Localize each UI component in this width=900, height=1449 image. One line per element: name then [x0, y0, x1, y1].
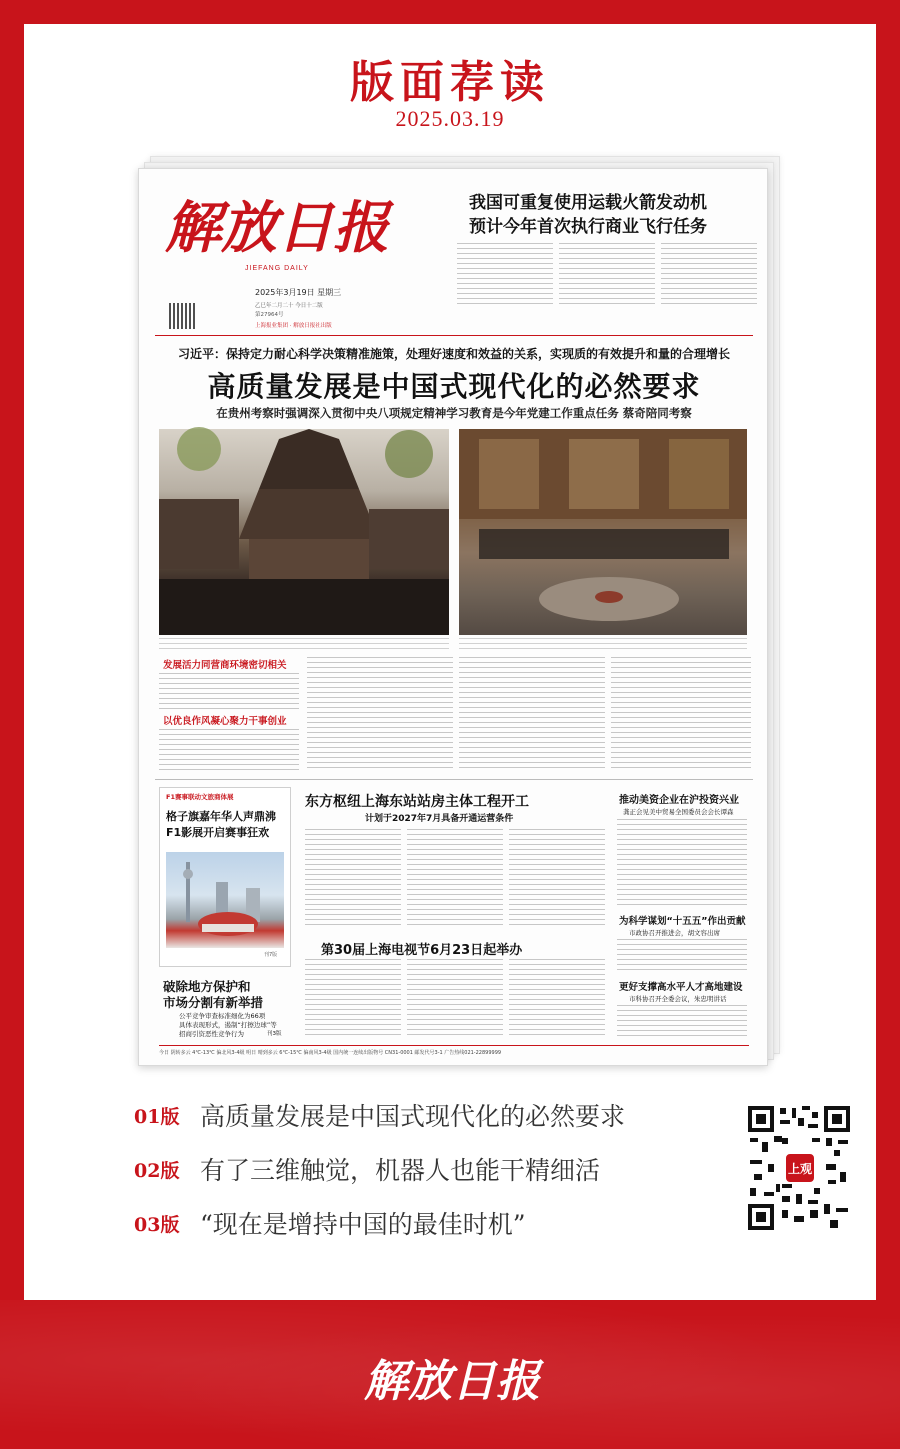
side-label-work-style: 以优良作风凝心聚力干事创业 [163, 716, 287, 727]
lead-photo-left[interactable] [159, 429, 449, 635]
tv-text-col2 [407, 959, 503, 1039]
top-story-text-col2 [559, 243, 655, 305]
lead-photo-right[interactable] [459, 429, 747, 635]
section-divider [155, 779, 753, 780]
protection-sub2: 具体表现形式，遏制“打擦边球”等 [179, 1021, 277, 1029]
publisher-group: 上海报业集团 · 解放日报社出版 [255, 323, 332, 329]
protection-sub1: 公平竞争审查标准细化为66项 [179, 1012, 266, 1020]
lead-photo-left-caption [159, 638, 449, 650]
lead-kicker: 习近平：保持定力耐心科学决策精准施策，处理好速度和效益的关系，实现质的有效提升和量的合理增长 [177, 347, 730, 361]
footer-brand-logo-text: 解放日报 [364, 1356, 540, 1407]
f1-tag: F1赛事联动文旅商体展 [166, 793, 234, 801]
reading-item-01[interactable] [134, 1098, 734, 1132]
reading-item-title: “现在是增持中国的最佳时机” [200, 1210, 526, 1239]
masthead-qr-icon [169, 303, 195, 329]
side-text-2 [159, 729, 299, 773]
station-headline[interactable]: 东方枢纽上海东站站房主体工程开工 [305, 794, 529, 810]
lead-photo-left-illustration [159, 429, 449, 635]
masthead [155, 185, 389, 335]
station-text-col3 [509, 829, 605, 929]
station-text-col2 [407, 829, 503, 929]
invest-headline[interactable]: 推动美资企业在沪投资兴业 [619, 795, 739, 806]
reading-item-title: 高质量发展是中国式现代化的必然要求 [200, 1102, 626, 1131]
newspaper-footer: 今日 阴转多云 4℃-13℃ 偏北风3-4级 明日 晴到多云 6℃-15℃ 偏南风3-4级 国内统一连续出版物号 CN31-0001 邮发代号3-1 广告热线021-22899999 [159, 1045, 749, 1057]
reading-item-title: 有了三维触觉，机器人也能干精细活 [200, 1156, 601, 1185]
protection-head-line1[interactable]: 破除地方保护和 [163, 979, 251, 994]
invest-subhead: 龚正会见美中贸易全国委员会会长谭森 [623, 808, 734, 816]
masthead-english: JIEFANG DAILY [245, 265, 309, 272]
newspaper-front-page[interactable] [138, 168, 768, 1066]
protection-sub3: 招商引资恶性竞争行为 [179, 1030, 244, 1038]
fifteen-headline[interactable]: 为科学谋划“十五五”作出贡献 [619, 916, 746, 927]
protection-head-line2[interactable]: 市场分割有新举措 [163, 995, 264, 1010]
protection-page-ref: 刊3版 [267, 1031, 282, 1037]
f1-feature-box[interactable] [159, 787, 291, 967]
lead-headline[interactable]: 高质量发展是中国式现代化的必然要求 [207, 370, 701, 403]
lead-text-col1 [307, 657, 453, 771]
station-text-col1 [305, 829, 401, 929]
qr-code[interactable] [746, 1104, 852, 1232]
f1-photo-illustration [166, 852, 284, 948]
lead-text-col3 [611, 657, 751, 771]
talent-subhead: 市科协召开全委会议，朱忠明讲话 [629, 995, 727, 1003]
lead-photo-right-caption [459, 638, 747, 650]
lead-text-col2 [459, 657, 605, 771]
f1-head-line2: F1影展开启赛事狂欢 [166, 826, 270, 839]
reading-item-page: 02版 [134, 1159, 180, 1182]
reading-item-03[interactable] [134, 1206, 734, 1240]
issue-date: 2025年3月19日 星期三 [255, 288, 342, 297]
f1-page-ref: 刊7版 [264, 952, 278, 958]
side-text-1 [159, 673, 299, 709]
fifteen-subhead: 市政协召开推进会，胡文容出席 [629, 929, 720, 937]
masthead-logo-text: 解放日报 [165, 195, 389, 261]
reading-item-page: 03版 [134, 1213, 180, 1236]
lead-subheadline: 在贵州考察时强调深入贯彻中央八项规定精神学习教育是今年党建工作重点任务 蔡奇陪同考察 [216, 406, 692, 420]
top-story-text-col3 [661, 243, 757, 305]
top-story-line1: 我国可重复使用运载火箭发动机 [469, 193, 707, 213]
fifteen-text [617, 939, 747, 973]
talent-headline[interactable]: 更好支撑高水平人才高地建设 [619, 982, 743, 993]
page-title: 版面荐读 [350, 57, 550, 108]
reading-item-page: 01版 [134, 1105, 180, 1128]
side-label-business-environment: 发展活力同营商环境密切相关 [163, 660, 287, 671]
masthead-calligraphy-logo [159, 185, 389, 261]
f1-head-line1: 格子旗嘉年华人声鼎沸 [166, 810, 276, 823]
tv-text-col1 [305, 959, 401, 1039]
footer-brand-logo [360, 1342, 540, 1412]
page-date: 2025.03.19 [395, 106, 505, 131]
lead-photo-right-illustration [459, 429, 747, 635]
top-story-text-col1 [457, 243, 553, 305]
tv-text-col3 [509, 959, 605, 1039]
talent-text [617, 1005, 747, 1039]
top-story-headline[interactable] [469, 191, 759, 239]
masthead-rule [155, 335, 753, 336]
f1-photo [166, 852, 284, 948]
qr-center-badge: 上观 [784, 1152, 816, 1184]
invest-text [617, 819, 747, 905]
tv-festival-headline[interactable]: 第30届上海电视节6月23日起举办 [321, 943, 523, 958]
top-story-line2: 预计今年首次执行商业飞行任务 [469, 217, 707, 237]
issue-number: 第27964号 [255, 312, 284, 318]
reading-item-02[interactable] [134, 1152, 734, 1186]
issue-lunar: 乙巳年二月二十 今日十二版 [255, 303, 323, 309]
station-subhead: 计划于2027年7月具备开通运营条件 [365, 814, 514, 824]
